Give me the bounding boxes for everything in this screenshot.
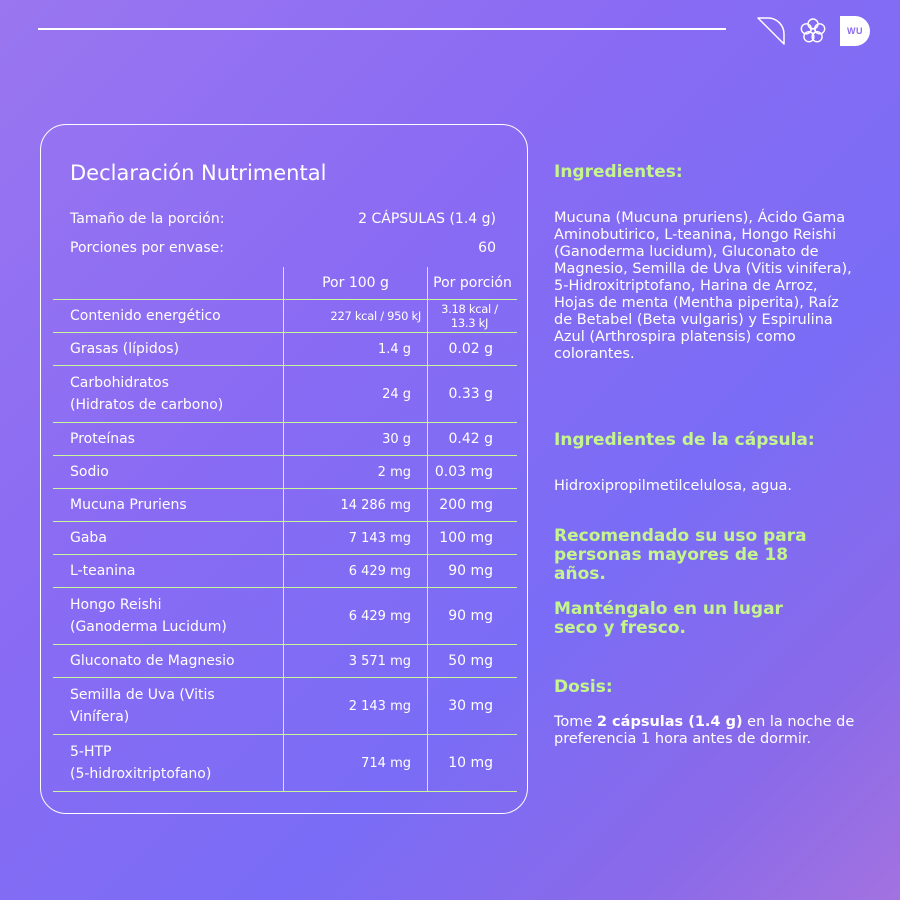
per-100g-value: 6 429 mg	[284, 588, 428, 645]
per-serving-value: 200 mg	[428, 489, 518, 522]
per-serving-value: 0.03 mg	[428, 456, 518, 489]
quarter-circle-icon	[756, 16, 786, 46]
serving-size-label: Tamaño de la porción:	[70, 211, 225, 227]
per-serving-value: 10 mg	[428, 735, 518, 792]
servings-label: Porciones por envase:	[70, 240, 224, 256]
ingredients-heading: Ingredientes:	[554, 162, 683, 182]
dose-text	[554, 714, 874, 748]
table-row	[53, 588, 517, 645]
per-serving-value: 30 mg	[428, 678, 518, 735]
nutrient-name: Sodio	[70, 464, 109, 480]
table-row	[53, 678, 517, 735]
flower-icon	[798, 16, 828, 46]
per-serving-value: 0.33 g	[428, 366, 518, 423]
capsule-text: Hidroxipropilmetilcelulosa, agua.	[554, 478, 793, 494]
per-100g-value: 24 g	[284, 366, 428, 423]
storage-text: Manténgalo en un lugar seco y fresco.	[554, 599, 783, 638]
recommendation-section	[554, 527, 814, 584]
per-100g-value: 7 143 mg	[284, 522, 428, 555]
per-serving-value: 0.42 g	[428, 423, 518, 456]
table-row	[53, 555, 517, 588]
capsule-heading: Ingredientes de la cápsula:	[554, 430, 815, 450]
table-row	[53, 423, 517, 456]
per-serving-value: 90 mg	[428, 555, 518, 588]
per-100g-value: 227 kcal / 950 kJ	[284, 300, 428, 333]
per-serving-value: 90 mg	[428, 588, 518, 645]
per-100g-value: 30 g	[284, 423, 428, 456]
top-divider	[38, 28, 726, 30]
column-header-per-serving: Por porción	[428, 267, 518, 300]
table-row	[53, 735, 517, 792]
capsule-section	[554, 430, 854, 450]
serving-size-row	[70, 211, 496, 227]
table-row	[53, 300, 517, 333]
table-row	[53, 645, 517, 678]
brand-logo: WU	[840, 16, 870, 46]
storage-section	[554, 600, 814, 638]
servings-value: 60	[478, 240, 496, 256]
dose-section	[554, 677, 854, 697]
ingredients-text: Mucuna (Mucuna pruriens), Ácido Gama Aminobutirico, L-teanina, Hongo Reishi (Ganoderma lucidum), Gluconato de Magnesio, Semilla de Uva (Vitis vinifera), 5-Hidroxitriptofano, Harina de Arroz, Hojas de menta (Mentha piperita), Raíz de Betabel (Beta vulgaris) y Espirulina Azul (Arthrospira platensis) como colorantes.	[554, 210, 852, 362]
nutrient-name: Proteínas	[70, 431, 135, 447]
table-row	[53, 489, 517, 522]
nutrient-name: Contenido energético	[70, 308, 221, 324]
dose-amount: 2 cápsulas (1.4 g)	[596, 714, 743, 730]
nutrient-name: L-teanina	[70, 563, 136, 579]
per-100g-value: 6 429 mg	[284, 555, 428, 588]
column-header-per-100g: Por 100 g	[284, 267, 428, 300]
nutrition-table	[53, 267, 517, 792]
per-serving-value: 0.02 g	[428, 333, 518, 366]
capsule-body	[554, 478, 854, 495]
column-header-nutrient	[53, 267, 284, 300]
per-serving-value: 50 mg	[428, 645, 518, 678]
dose-body	[554, 714, 874, 748]
nutrient-name: Gaba	[70, 530, 107, 546]
dose-suffix: en la noche de preferencia 1 hora antes de dormir.	[554, 714, 855, 747]
table-row	[53, 366, 517, 423]
per-100g-value: 714 mg	[284, 735, 428, 792]
panel-title: Declaración Nutrimental	[70, 161, 327, 185]
nutrient-name: Carbohidratos (Hidratos de carbono)	[70, 375, 224, 413]
table-row	[53, 333, 517, 366]
nutrient-name: Mucuna Pruriens	[70, 497, 187, 513]
dose-prefix: Tome	[554, 714, 597, 730]
per-serving-value: 100 mg	[428, 522, 518, 555]
nutrient-name: Semilla de Uva (Vitis Vinífera)	[70, 687, 215, 725]
ingredients-section	[554, 162, 854, 182]
nutrient-name: Hongo Reishi (Ganoderma Lucidum)	[70, 597, 227, 635]
serving-size-value: 2 CÁPSULAS (1.4 g)	[358, 211, 496, 227]
table-row	[53, 522, 517, 555]
per-100g-value: 1.4 g	[284, 333, 428, 366]
dose-heading: Dosis:	[554, 677, 613, 697]
per-100g-value: 2 143 mg	[284, 678, 428, 735]
table-row	[53, 456, 517, 489]
nutrient-name: Gluconato de Magnesio	[70, 653, 235, 669]
nutrient-name: Grasas (lípidos)	[70, 341, 180, 357]
per-100g-value: 14 286 mg	[284, 489, 428, 522]
per-100g-value: 3 571 mg	[284, 645, 428, 678]
servings-row	[70, 240, 496, 256]
nutrient-name: 5-HTP (5-hidroxitriptofano)	[70, 744, 212, 782]
per-serving-value: 3.18 kcal / 13.3 kJ	[428, 300, 518, 333]
nutrition-panel	[40, 124, 528, 814]
recommendation-text: Recomendado su uso para personas mayores de 18 años.	[554, 526, 807, 584]
ingredients-body	[554, 210, 854, 363]
per-100g-value: 2 mg	[284, 456, 428, 489]
header-icons	[756, 16, 870, 46]
